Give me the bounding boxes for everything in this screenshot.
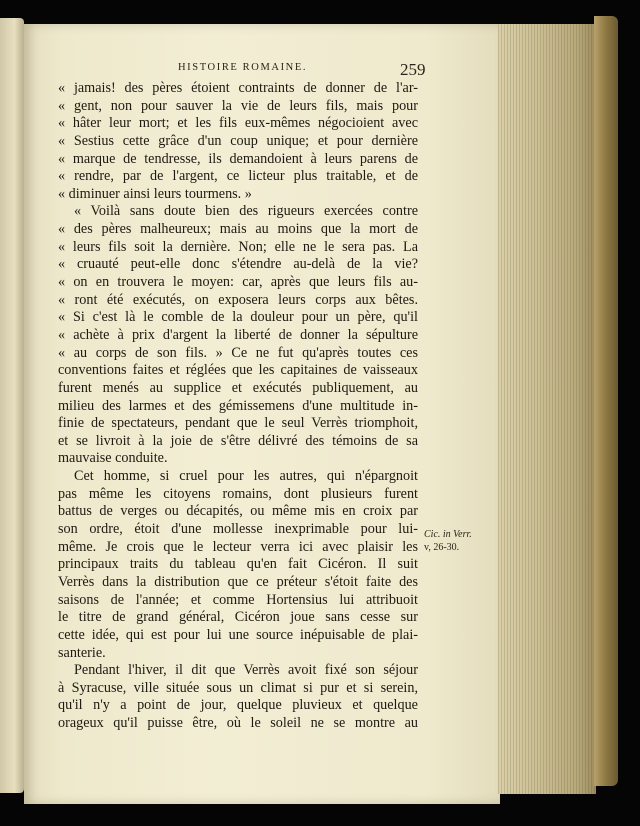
text-line: « des pères malheureux; mais au moins que la mort de — [58, 221, 418, 238]
text-line: santerie. — [58, 644, 106, 661]
margin-citation — [424, 528, 472, 554]
text-line: « on en trouvera le moyen: car, après que leurs fils au- — [58, 274, 418, 291]
text-line: Verrès dans la distribution que ce préteur s'étoit faite des — [58, 573, 418, 590]
running-title: HISTOIRE ROMAINE. — [178, 62, 308, 73]
text-line: milieu des larmes et des gémissemens d'une multitude in- — [58, 397, 418, 414]
text-line: « cruauté peut-elle donc s'étendre au-delà de la vie? — [58, 256, 418, 273]
citation-reference: v, 26-30. — [424, 542, 460, 553]
body-text — [58, 80, 418, 733]
page-block-edges — [498, 24, 596, 794]
page-number: 259 — [400, 60, 426, 79]
text-line: « hâter leur mort; et les fils eux-mêmes négocioient avec — [58, 115, 418, 132]
text-line: son ordre, étoit d'une mollesse inexprimable pour lui- — [58, 521, 418, 538]
text-line: orageux qu'il puisse être, où le soleil ne se montre au — [58, 715, 418, 732]
text-line: mauvaise conduite. — [58, 450, 168, 467]
text-line: « Voilà sans doute bien des rigueurs exercées contre — [74, 203, 418, 220]
text-line: qu'il n'y a point de jour, quelque pluvieux et quelque — [58, 697, 418, 714]
text-line: à Syracuse, ville située sous un climat si pur et si serein, — [58, 679, 418, 696]
text-line: « au corps de son fils. » Ce ne fut qu'après toutes ces — [58, 344, 418, 361]
text-line: le titre de grand général, Cicéron joue sans cesse sur — [58, 609, 418, 626]
text-line: pas même les citoyens romains, dont plusieurs furent — [58, 485, 418, 502]
text-line: « achète à prix d'argent la liberté de donner la sépulture — [58, 326, 418, 343]
facing-page-edge — [0, 18, 24, 793]
text-line: « marque de tendresse, ils demandoient à leurs parens de — [58, 150, 418, 167]
text-line: « gent, non pour sauver la vie de leurs fils, mais pour — [58, 97, 418, 114]
text-line: même. Je crois que le lecteur verra ici avec plaisir les — [58, 538, 418, 555]
text-line: et se livroit à la joie de s'être délivré des témoins de sa — [58, 432, 418, 449]
text-line: « jamais! des pères étoient contraints de donner de l'ar- — [58, 80, 418, 96]
text-line: Cet homme, si cruel pour les autres, qui n'épargnoit — [74, 468, 418, 485]
citation-source: Cic. in Verr. — [424, 529, 472, 540]
book-cover — [594, 16, 618, 786]
text-line: « rendre, par de l'argent, ce licteur plus traitable, et de — [58, 168, 418, 185]
text-line: saisons de l'année; et comme Hortensius lui attribuoit — [58, 591, 418, 608]
text-line: « diminuer ainsi leurs tourmens. » — [58, 185, 252, 202]
text-line: conventions faites et réglées que les capitaines de vaisseaux — [58, 362, 418, 379]
text-line: « ront été exécutés, on exposera leurs corps aux bêtes. — [58, 291, 418, 308]
text-line: furent menés au supplice et exécutés publiquement, au — [58, 379, 418, 396]
text-line: finie de spectateurs, pendant que le seul Verrès triomphoit, — [58, 415, 418, 432]
text-line: « Sestius cette grâce d'un coup unique; et pour dernière — [58, 132, 418, 149]
text-line: « Si c'est là le comble de la douleur pour un père, qu'il — [58, 309, 418, 326]
text-line: battus de verges ou décapités, ou même mis en croix par — [58, 503, 418, 520]
text-line: « leurs fils soit la dernière. Non; elle ne le sera pas. La — [58, 238, 418, 255]
text-line: principaux traits du tableau qu'en fait Cicéron. Il suit — [58, 556, 418, 573]
text-line: Pendant l'hiver, il dit que Verrès avoit fixé son séjour — [74, 662, 418, 679]
text-line: cette idée, qui est pour lui une source inépuisable de plai- — [58, 626, 418, 643]
